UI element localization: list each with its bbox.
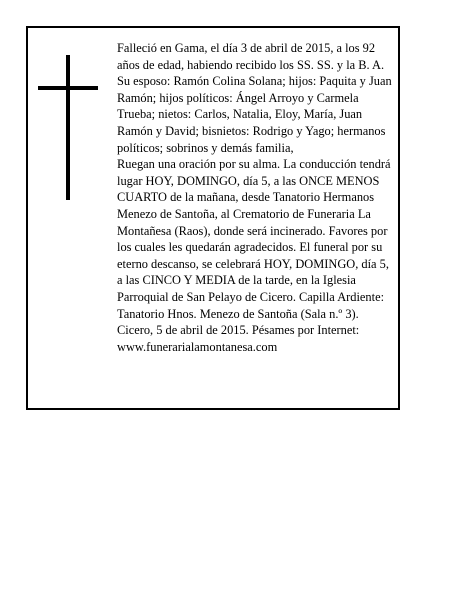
- place-date-condolences: Cicero, 5 de abril de 2015. Pésames por Internet:: [117, 323, 360, 338]
- cross-vertical-bar: [66, 55, 70, 200]
- funeral-home-website-link[interactable]: www.funerarialamontanesa.com: [117, 339, 278, 354]
- obituary-text: [117, 40, 392, 355]
- family-list: Su esposo: Ramón Colina Solana; hijos: Paquita y Juan Ramón; hijos políticos: Ángel Arroyo y Carmela Trueba; nietos: Carlos, Natalia, Eloy, María, Juan Ramón y David; bisnietos: Rodrigo y Yago; hermanos políticos; sobrinos y demás familia,: [117, 74, 392, 155]
- obituary-notice: [26, 26, 400, 410]
- closing-line: [117, 322, 392, 355]
- funeral-details: Ruegan una oración por su alma. La conducción tendrá lugar HOY, DOMINGO, día 5, a las ONCE MENOS CUARTO de la mañana, desde Tanatorio Hermanos Menezo de Santoña, al Crematorio de Funeraria La Montañesa (Raos), donde será incinerado. Favores por los cuales les quedarán agradecidos. El funeral por su eterno descanso, se celebrará HOY, DOMINGO, día 5, a las CINCO Y MEDIA de la tarde, en la Iglesia Parroquial de San Pelayo de Cicero. Capilla Ardiente: Tanatorio Hnos. Menezo de Santoña (Sala n.º 3).: [117, 157, 391, 321]
- cross-icon: [38, 55, 98, 200]
- cross-horizontal-bar: [38, 86, 98, 90]
- death-announcement: Falleció en Gama, el día 3 de abril de 2015, a los 92 años de edad, habiendo recibido los SS. SS. y la B. A.: [117, 41, 385, 72]
